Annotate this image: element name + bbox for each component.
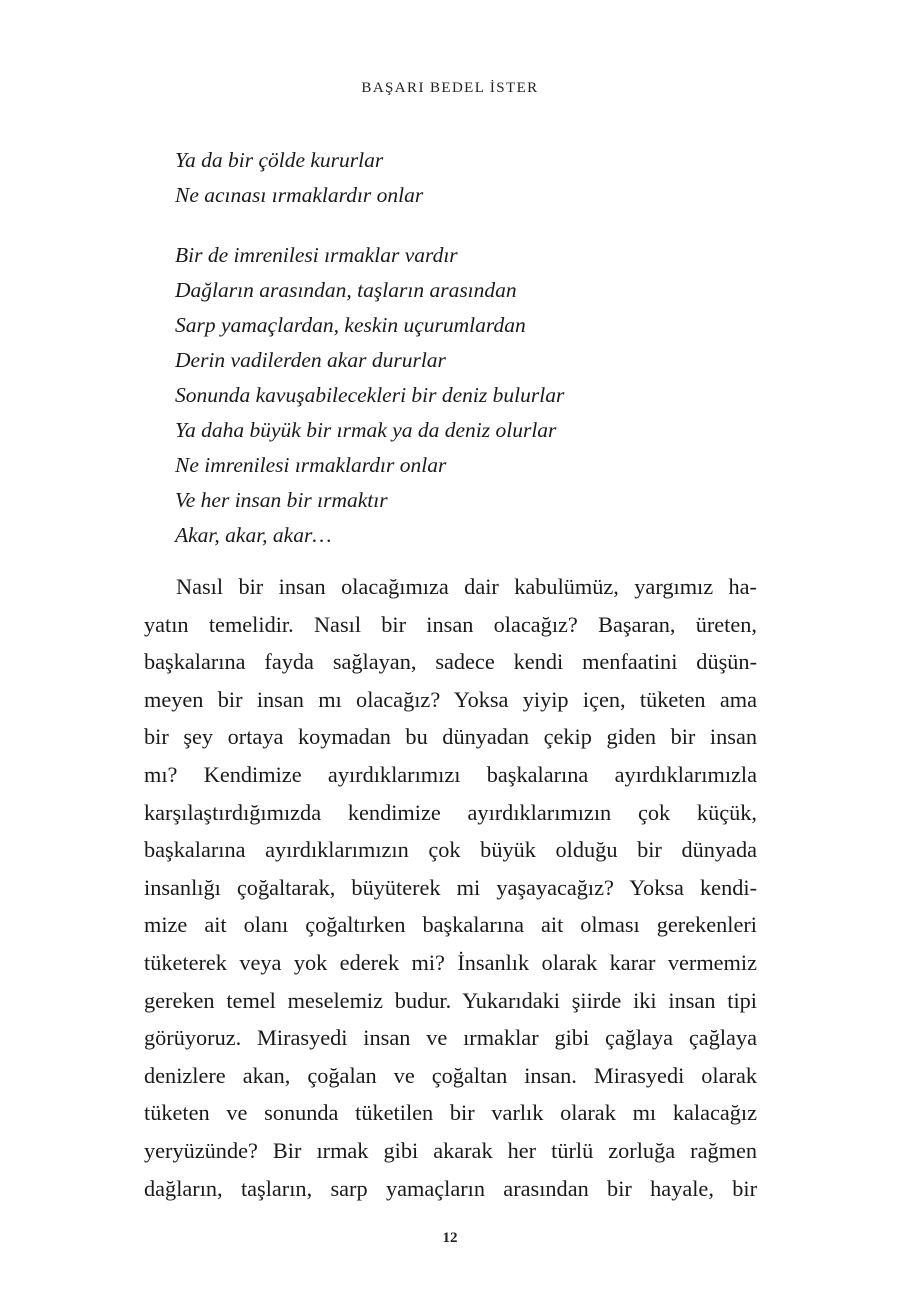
poem-line: Sarp yamaçlardan, keskin uçurumlardan (175, 313, 526, 337)
paragraph-line: Nasıl bir insan olacağımıza dair kabulümüz, yargımız ha- (176, 574, 757, 599)
poem-line: Ya da bir çölde kururlar (175, 148, 384, 172)
paragraph-line: başkalarına fayda sağlayan, sadece kendi menfaatini düşün- (144, 649, 757, 675)
paragraph-line: bir şey ortaya koymadan bu dünyadan çekip giden bir insan (144, 724, 757, 750)
body-paragraph (144, 568, 757, 1207)
paragraph-line: mı? Kendimize ayırdıklarımızı başkalarına ayırdıklarımızla (144, 761, 757, 787)
paragraph-line: yatın temelidir. Nasıl bir insan olacağız? Başaran, üreten, (144, 611, 757, 637)
poem-line: Dağların arasından, taşların arasından (175, 278, 517, 302)
paragraph-line: görüyoruz. Mirasyedi insan ve ırmaklar gibi çağlaya çağlaya (144, 1025, 757, 1051)
paragraph-line: gereken temel meselemiz budur. Yukarıdaki şiirde iki insan tipi (144, 987, 757, 1013)
paragraph-line: dağların, taşların, sarp yamaçların arasından bir hayale, bir (144, 1175, 757, 1201)
paragraph-line: tüketen ve sonunda tüketilen bir varlık olarak mı kalacağız (144, 1100, 757, 1126)
running-head: BAŞARI BEDEL İSTER (361, 80, 539, 96)
poem-line: Sonunda kavuşabilecekleri bir deniz bulurlar (175, 383, 565, 407)
paragraph-line: mize ait olanı çoğaltırken başkalarına ait olması gerekenleri (144, 912, 757, 938)
paragraph-line: karşılaştırdığımızda kendimize ayırdıklarımızın çok küçük, (144, 799, 757, 825)
paragraph-line: meyen bir insan mı olacağız? Yoksa yiyip içen, tüketen ama (144, 686, 757, 712)
paragraph-line: denizlere akan, çoğalan ve çoğaltan insan. Mirasyedi olarak (144, 1062, 757, 1088)
page-number: 12 (442, 1230, 458, 1246)
paragraph-line: insanlığı çoğaltarak, büyüterek mi yaşayacağız? Yoksa kendi- (144, 874, 757, 900)
poem-line: Akar, akar, akar… (175, 523, 332, 547)
poem-line: Derin vadilerden akar dururlar (175, 348, 446, 372)
paragraph-line: tüketerek veya yok ederek mi? İnsanlık olarak karar vermemiz (144, 949, 757, 975)
poem-line: Ne imrenilesi ırmaklardır onlar (175, 453, 447, 477)
poem-line: Ya daha büyük bir ırmak ya da deniz olurlar (175, 418, 557, 442)
poem-line: Ve her insan bir ırmaktır (175, 488, 388, 512)
poem-line: Bir de imrenilesi ırmaklar vardır (175, 243, 458, 267)
stanza-break (175, 213, 795, 238)
poem (175, 143, 795, 553)
paragraph-line: başkalarına ayırdıklarımızın çok büyük olduğu bir dünyada (144, 837, 757, 863)
poem-line: Ne acınası ırmaklardır onlar (175, 183, 424, 207)
paragraph-line: yeryüzünde? Bir ırmak gibi akarak her türlü zorluğa rağmen (144, 1137, 757, 1163)
